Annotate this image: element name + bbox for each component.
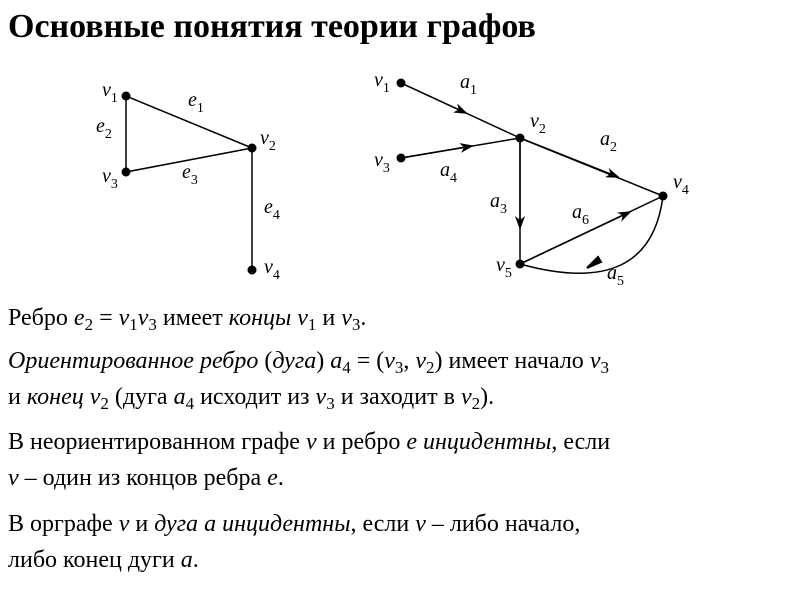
vertex-v3 (397, 154, 406, 163)
paragraph-arc-line2: и конец $v_2$ (дуга $a_4$ исходит из $v_3$ и заходит в $v_2$). (8, 384, 495, 413)
label-a2: $a_2$ (600, 128, 617, 155)
paragraph-digraph-incidence-line1: В орграфе v и дуга a инцидентны, если v – либо начало, (8, 511, 581, 537)
vertex-v5 (516, 260, 525, 269)
label-e3: $e_3$ (182, 161, 198, 188)
label-e2: $e_2$ (96, 115, 112, 142)
label-a4: $a_4$ (440, 159, 457, 186)
label-v3: $v_3$ (374, 149, 390, 176)
label-v2: $v_2$ (260, 127, 276, 154)
paragraph-undirected-incidence-line2: v – один из концов ребра e. (8, 465, 284, 491)
vertex-v1 (397, 79, 406, 88)
vertex-v3 (122, 168, 131, 177)
label-a6: $a_6$ (572, 201, 589, 228)
label-v4: $v_4$ (673, 171, 689, 198)
directed-graph (374, 69, 689, 289)
vertex-v4 (248, 266, 257, 275)
label-v4: $v_4$ (264, 256, 280, 283)
label-v1: $v_1$ (374, 69, 390, 96)
vertex-v2 (248, 144, 257, 153)
label-a3: $a_3$ (490, 190, 507, 217)
undirected-graph (96, 79, 280, 283)
vertex-v1 (122, 92, 131, 101)
label-v3: $v_3$ (102, 165, 118, 192)
label-e1: $e_1$ (188, 89, 204, 116)
arc-a1-arrow (401, 83, 466, 113)
label-v5: $v_5$ (496, 254, 512, 281)
paragraph-undirected-incidence-line1: В неориентированном графе v и ребро e инцидентны, если (8, 429, 611, 455)
label-v1: $v_1$ (102, 79, 118, 106)
label-a1: $a_1$ (460, 71, 477, 98)
label-v2: $v_2$ (530, 110, 546, 137)
label-a5: $a_5$ (607, 262, 624, 289)
paragraph-digraph-incidence-line2: либо конец дуги a. (8, 547, 199, 573)
vertex-v2 (516, 134, 525, 143)
paragraph-edge-ends: Ребро $e_2 = v_1v_3$ имеет концы $v_1$ и $v_3$. (8, 305, 367, 334)
arc-a4-arrow (401, 146, 472, 158)
paragraph-arc-line1: Ориентированное ребро (дуга) $a_4 = (v_3$, $v_2$) имеет начало $v_3$ (8, 348, 609, 377)
arc-a5-arrow (587, 257, 601, 268)
arc-a5 (520, 196, 663, 273)
vertex-v4 (659, 192, 668, 201)
slide-title: Основные понятия теории графов (8, 8, 536, 45)
label-e4: $e_4$ (264, 196, 280, 223)
